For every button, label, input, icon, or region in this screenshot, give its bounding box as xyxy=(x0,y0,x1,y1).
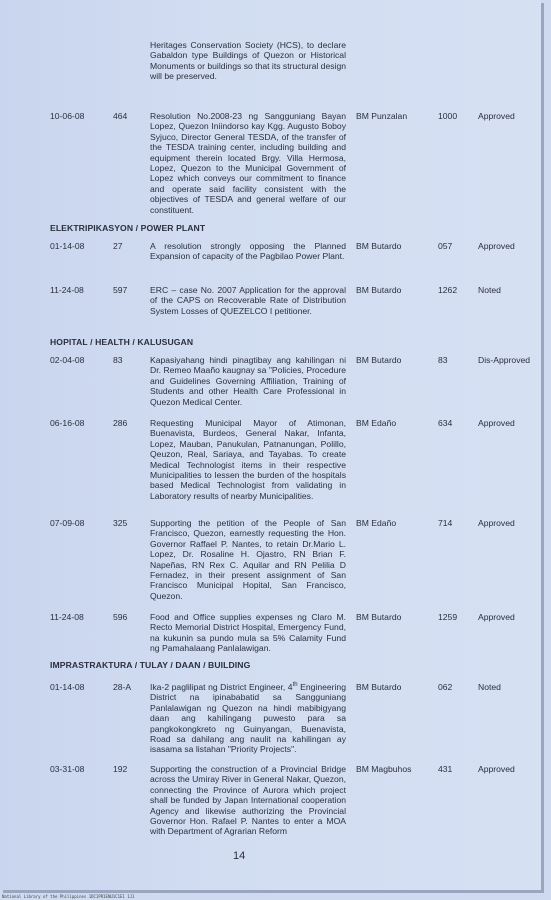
board-member: BM Edaño xyxy=(356,418,397,428)
page-number: 14 xyxy=(233,850,246,862)
resolution-description: ERC – case No. 2007 Application for the approval of the CAPS on Recoverable Rate of Distribution System Losses of QUEZELCO I petitioner. xyxy=(150,285,346,316)
board-member: BM Magbuhos xyxy=(356,764,412,774)
resolution-date: 06-16-08 xyxy=(50,418,85,428)
board-member: BM Butardo xyxy=(356,285,402,295)
resolution-status: Approved xyxy=(478,241,515,251)
section-heading: ELEKTRIPIKASYON / POWER PLANT xyxy=(50,223,206,233)
resolution-date: 07-09-08 xyxy=(50,518,85,528)
reference-number: 634 xyxy=(438,418,453,428)
resolution-date: 01-14-08 xyxy=(50,682,85,692)
resolution-description: Ika-2 paglilipat ng District Engineer, 4th Engineering District na ipinababatid sa Sangguniang Panlalawigan ng Quezon na hindi mabibigyang daan ang kahilingang puwesto para sa pangkokongkreto ng Guinyangan, Buenavista, Road sa dahilang ang naulit na kahilingan ay isasama sa listahan "Priority Projects". xyxy=(150,682,346,755)
reference-number: 1259 xyxy=(438,612,458,622)
resolution-description: Supporting the construction of a Provincial Bridge across the Umiray River in General Nakar, Quezon, connecting the Province of Aurora which project shall be funded by Japan International cooperation Agency and likewise authorizing the Provincial Governor Hon. Rafael P. Nantes to enter a MOA with Department of Agrarian Reform xyxy=(150,764,346,837)
resolution-date: 01-14-08 xyxy=(50,241,85,251)
reference-number: 83 xyxy=(438,355,448,365)
resolution-number: 597 xyxy=(113,285,128,295)
board-member: BM Butardo xyxy=(356,682,402,692)
resolution-date: 11-24-08 xyxy=(50,612,84,622)
resolution-number: 464 xyxy=(113,111,128,121)
resolution-description: Resolution No.2008-23 ng Sangguniang Bayan Lopez, Quezon Iniindorso kay Kgg. Augusto Boboy Syjuco, Director General TESDA, of the transfer of the TESDA training center, including building and equipment therein located Brgy. Villa Hermosa, Lopez, Quezon to the Municipal Government of Lopez which conveys our commitment to finance and operate said facility consistent with the objectives of TESDA and general welfare of our constituent. xyxy=(150,111,346,215)
resolution-date: 03-31-08 xyxy=(50,764,85,774)
reference-number: 1262 xyxy=(438,285,458,295)
resolution-description: Requesting Municipal Mayor of Atimonan, Buenavista, Burdeos, General Nakar, Infanta, Lopez, Mauban, Panukulan, Patnanungan, Polillo, Qeuzon, Real, Sariaya, and Tayabas. To create Medical Technologist items in their respective Municipalities to lessen the burden of the hospitals based Medical Technologist from validating in Laboratory results of nearby Municipalities. xyxy=(150,418,346,501)
resolution-status: Dis-Approved xyxy=(478,355,531,365)
resolution-status: Noted xyxy=(478,682,501,692)
resolution-number: 28-A xyxy=(113,682,132,692)
resolution-status: Approved xyxy=(478,111,515,121)
board-member: BM Butardo xyxy=(356,612,402,622)
resolution-description: Supporting the petition of the People of San Francisco, Quezon, earnestly requesting the Hon. Governor Raffael P. Nantes, to retain Dr.Mario L. Lopez, Dr. Rosaline H. Ojastro, RN Brian F. Napeñas, RN Rex C. Aquilar and RN Pelilia D Fernadez, in their present assignment of San Francisco Municipal Hopital, San Francisco, Quezon. xyxy=(150,518,346,601)
reference-number: 431 xyxy=(438,764,453,774)
resolution-number: 83 xyxy=(113,355,123,365)
resolution-date: 11-24-08 xyxy=(50,285,84,295)
resolution-date: 02-04-08 xyxy=(50,355,85,365)
board-member: BM Butardo xyxy=(356,241,402,251)
resolution-number: 192 xyxy=(113,764,128,774)
reference-number: 714 xyxy=(438,518,453,528)
resolution-description: Heritages Conservation Society (HCS), to declare Gabaldon type Buildings of Quezon or Historical Monuments or buildings so that its structural design will be preserved. xyxy=(150,40,346,82)
resolution-number: 286 xyxy=(113,418,128,428)
resolution-number: 27 xyxy=(113,241,123,251)
resolution-status: Approved xyxy=(478,418,515,428)
board-member: BM Edaño xyxy=(356,518,397,528)
resolution-description: A resolution strongly opposing the Planned Expansion of capacity of the Pagbilao Power Plant. xyxy=(150,241,346,262)
section-heading: HOPITAL / HEALTH / KALUSUGAN xyxy=(50,337,194,347)
board-member: BM Butardo xyxy=(356,355,402,365)
resolution-date: 10-06-08 xyxy=(50,111,85,121)
resolution-status: Approved xyxy=(478,612,515,622)
reference-number: 1000 xyxy=(438,111,458,121)
reference-number: 062 xyxy=(438,682,453,692)
reference-number: 057 xyxy=(438,241,453,251)
library-footer: National Library of the Philippines 1DC1PR1ENU1C1E1 1J1 xyxy=(2,894,135,899)
board-member: BM Punzalan xyxy=(356,111,408,121)
resolution-number: 325 xyxy=(113,518,128,528)
resolution-description: Food and Office supplies expenses ng Claro M. Recto Memorial District Hospital, Emergency Fund, na kukunin sa pundo mula sa 5% Calamity Fund ng Pamahalaang Panlalawigan. xyxy=(150,612,346,654)
resolution-description: Kapasiyahang hindi pinagtibay ang kahilingan ni Dr. Remeo Maaño kaugnay sa "Policies, Procedure and Guidelines Governing Affiliation, Training of Students and other Health Care Professional in Quezon Medical Center. xyxy=(150,355,346,407)
resolution-status: Approved xyxy=(478,518,515,528)
section-heading: IMPRASTRAKTURA / TULAY / DAAN / BUILDING xyxy=(50,660,251,670)
resolution-number: 596 xyxy=(113,612,128,622)
resolution-status: Noted xyxy=(478,285,501,295)
resolution-status: Approved xyxy=(478,764,515,774)
